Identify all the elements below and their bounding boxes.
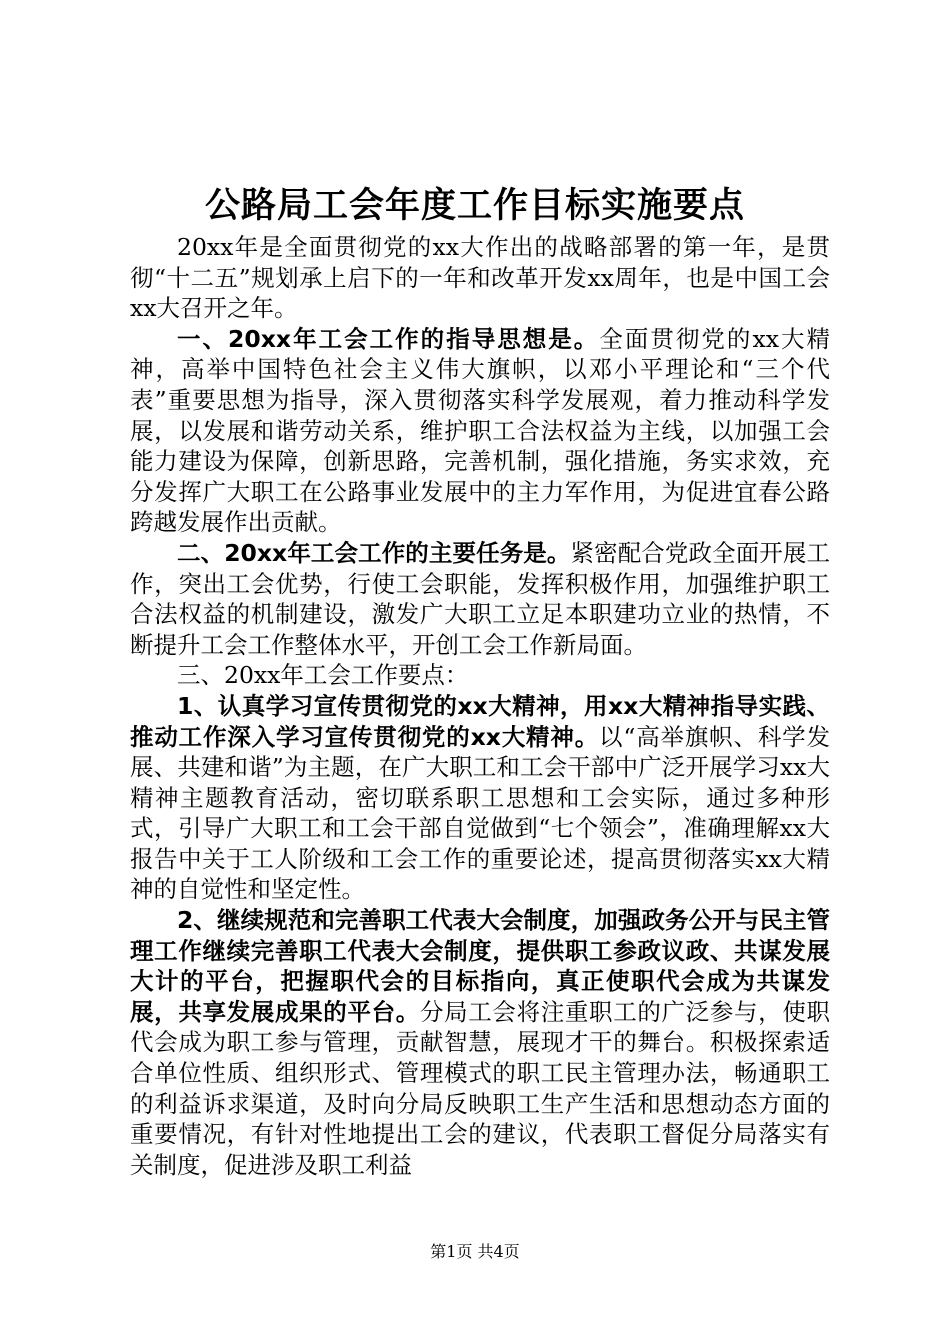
paragraph-intro (130, 232, 830, 324)
paragraph-guiding-ideology (130, 324, 830, 538)
paragraph-heading: 2、继续规范和完善职工代表大会制度，加强政务公开与民主管理工作继续完善职工代表大会制度，提供职工参政议政、共谋发展大计的平台，把握职代会的目标指向，真正使职代会成为共谋发展，共享发展成果的平台。 (130, 906, 830, 1026)
paragraph-text: 全面贯彻党的xx大精神，高举中国特色社会主义伟大旗帜，以邓小平理论和“三个代表”重要思想为指导，深入贯彻落实科学发展观，着力推动科学发展，以发展和谐劳动关系，维护职工合法权益为主线，以加强工会能力建设为保障，创新思路，完善机制，强化措施，务实求效，充分发挥广大职工在公路事业发展中的主力军作用，为促进宜春公路跨越发展作出贡献。 (130, 324, 830, 537)
paragraph-text: 20xx年是全面贯彻党的xx大作出的战略部署的第一年，是贯彻“十二五”规划承上启下的一年和改革开发xx周年，也是中国工会xx大召开之年。 (130, 233, 830, 323)
paragraph-heading: 1、认真学习宣传贯彻党的xx大精神，用xx大精神指导实践、推动工作深入学习宣传贯彻党的xx大精神。 (130, 691, 830, 751)
page-footer: 第1页 共4页 (430, 1242, 520, 1261)
paragraph-text: 分局工会将注重职工的广泛参与，使职代会成为职工参与管理，贡献智慧，展现才干的舞台。积极探索适合单位性质、组织形式、管理模式的职工民主管理办法，畅通职工的利益诉求渠道，及时向分局反映职工生产生活和思想动态方面的重要情况，有针对性地提出工会的建议，代表职工督促分局落实有关制度，促进涉及职工利益 (130, 997, 831, 1179)
paragraph-text: 三、20xx年工会工作要点： (177, 661, 469, 690)
paragraph-heading: 二、20xx年工会工作的主要任务是。 (177, 538, 571, 567)
document-body (130, 232, 830, 1180)
paragraph-point-1 (130, 691, 830, 905)
paragraph-text: 紧密配合党政全面开展工作，突出工会优势，行使工会职能，发挥积极作用，加强维护职工合法权益的机制建设，激发广大职工立足本职建功立业的热情，不断提升工会工作整体水平，开创工会工作新局面。 (130, 538, 830, 659)
paragraph-text: 以“高举旗帜、科学发展、共建和谐”为主题，在广大职工和工会干部中广泛开展学习xx大精神主题教育活动，密切联系职工思想和工会实际，通过多种形式，引导广大职工和工会干部自觉做到“七个领会”，准确理解xx大报告中关于工人阶级和工会工作的重要论述，提高贯彻落实xx大精神的自觉性和坚定性。 (130, 722, 830, 904)
document-title: 公路局工会年度工作目标实施要点 (204, 185, 745, 226)
paragraph-main-tasks (130, 538, 830, 660)
paragraph-point-2 (130, 905, 830, 1180)
paragraph-work-points-heading (130, 660, 830, 691)
paragraph-heading: 一、20xx年工会工作的指导思想是。 (177, 324, 600, 353)
